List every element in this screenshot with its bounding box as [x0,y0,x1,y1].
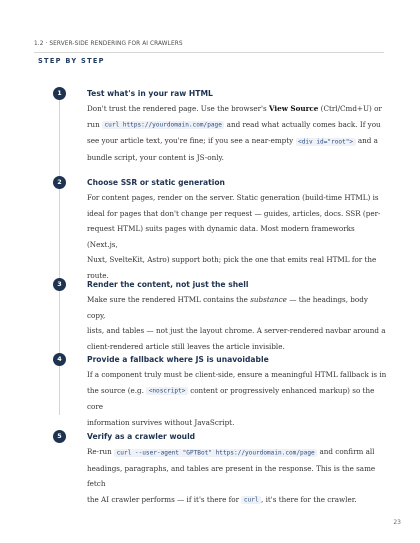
body-line: headings, paragraphs, and tables are present in the response. This is the same fetch [87,463,376,488]
body-line: If a component truly must be client-side, ensure a meaningful HTML fallback is in [87,370,387,379]
step-body [87,190,387,283]
inline-code: curl [241,496,261,504]
body-line: Make sure the rendered HTML contains the substance — the headings, body copy, [87,295,368,320]
inline-code: curl --user-agent "GPTBot" https://yourdomain.com/page [114,449,317,457]
step-body [87,367,387,430]
step-title: Render the content, not just the shell [87,280,249,289]
bold-term: View Source [268,104,319,113]
body-line: lists, and tables — not just the layout chrome. A server-rendered navbar around a [87,326,386,335]
timeline-line [59,95,60,415]
step-body [87,101,387,165]
step-number-badge: 3 [53,278,66,291]
header-divider [34,52,384,53]
step-number-badge: 2 [53,176,66,189]
body-line: information survives without JavaScript. [87,417,235,427]
body-line: route. [87,270,109,280]
step-number-badge: 1 [53,87,66,100]
inline-code: <div id="root"> [296,138,356,146]
section-label: STEP BY STEP [38,57,105,65]
body-line: Re-run curl --user-agent "GPTBot" https://yourdomain.com/page and confirm all [87,447,375,456]
step-title: Verify as a crawler would [87,432,196,441]
body-line: ideal for pages that don't change per request — guides, articles, docs. SSR (per- [87,208,381,218]
step-number-badge: 4 [53,353,66,366]
body-line: Nuxt, SvelteKit, Astro) support both; pick the one that emits real HTML for the [87,255,377,264]
step-title: Provide a fallback where JS is unavoidable [87,355,269,364]
page-number: 23 [393,519,401,526]
body-line: the AI crawler performs — if it's there for curl , it's there for the crawler. [87,494,357,504]
body-line: run curl https://yourdomain.com/page and read what actually comes back. If you [87,119,381,129]
body-line: Don't trust the rendered page. Use the browser's View Source (Ctrl/Cmd+U) or [87,104,382,113]
body-line: see your article text, you're fine; if you see a near-empty <div id="root"> and a [87,136,378,145]
step-body [87,444,387,508]
body-line: client-rendered article still leaves the article invisible. [87,341,285,351]
body-line: the source (e.g. <noscript> content or progressively enhanced markup) so the core [87,385,375,411]
body-line: For content pages, render on the server. Static generation (build-time HTML) is [87,193,379,202]
body-line: request HTML) suits pages with dynamic data. Most modern frameworks (Next.js, [87,224,355,249]
emphasis-term: substance [250,295,287,304]
step-number-badge: 5 [53,430,66,443]
inline-code: <noscript> [146,387,188,395]
step-title: Test what's in your raw HTML [87,89,213,98]
step-body [87,292,387,354]
step-title: Choose SSR or static generation [87,178,225,187]
inline-code: curl https://yourdomain.com/page [102,121,224,129]
body-line: bundle script, your content is JS-only. [87,152,224,162]
running-head: 1.2 · SERVER-SIDE RENDERING FOR AI CRAWLERS [34,41,183,47]
